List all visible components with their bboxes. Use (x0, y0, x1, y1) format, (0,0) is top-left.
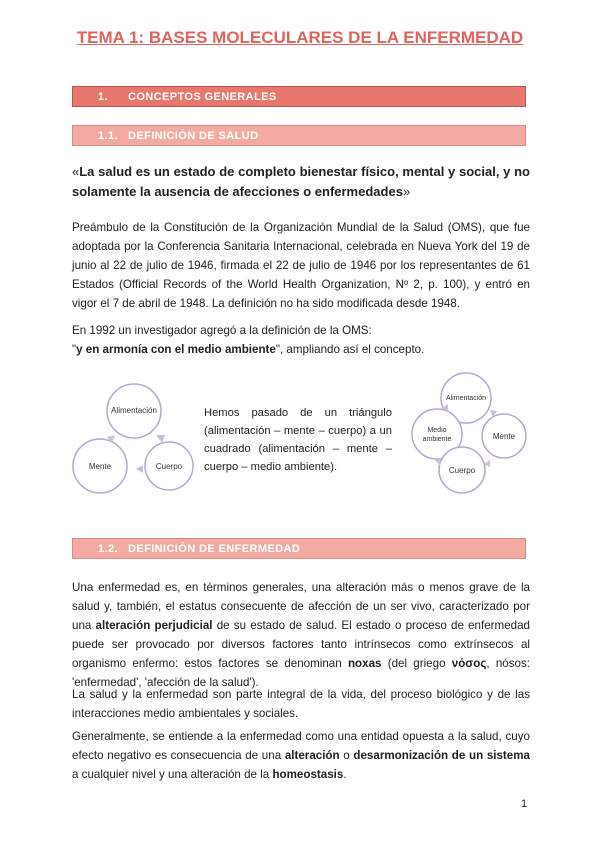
arrow-icon (156, 435, 165, 443)
who-quote (72, 162, 530, 202)
arrow-icon (136, 465, 143, 473)
section-label: DEFINICIÓN DE SALUD (128, 130, 259, 142)
transition-text: Hemos pasado de un triángulo (alimentación – mente – cuerpo) a un cuadrado (alimentación – mente – cuerpo – medio ambiente). (204, 407, 392, 473)
text-run: . (343, 768, 347, 781)
node-label: Mente (492, 432, 516, 441)
paragraph-salud-enfermedad: La salud y la enfermedad son parte integral de la vida, del proceso biológico y de las interacciones medio ambientales y sociales. (72, 688, 530, 720)
paragraph-generalmente (72, 727, 530, 784)
square-diagram (398, 370, 528, 496)
node-label: Alimentación (111, 406, 157, 415)
node-label: Alimentación (445, 395, 487, 402)
section-number: 1. (98, 91, 108, 103)
section-number: 1.1. (98, 130, 118, 142)
text-run: a cualquier nivel y una alteración de la (72, 768, 273, 781)
paragraph-enfermedad (72, 578, 530, 692)
node-label: ambiente (422, 436, 452, 443)
quote-open: « (72, 164, 80, 179)
paragraph-1992-rest: ", ampliando así el concepto. (275, 343, 425, 356)
section-number: 1.2. (98, 543, 118, 555)
paragraph-1992-line1: En 1992 un investigador agregó a la definición de la OMS: (72, 324, 372, 337)
page-number: 1 (521, 798, 528, 810)
quote-mark: " (72, 343, 77, 356)
paragraph-1992-line2 (72, 340, 530, 359)
section-heading-1-2 (72, 538, 526, 559)
bold-phrase: homeostasis (272, 768, 344, 781)
greek-word: νόσος (451, 657, 487, 670)
section-heading-1-1 (72, 125, 526, 146)
triangle-diagram (70, 383, 194, 495)
text-run: de su estado de salud. El estado o proceso de enfermedad puede ser provocado por diversos factores tanto intrínsecos como extrínsecos al organismo enfermo: estos factores se denominan (72, 619, 530, 670)
node-label: Mente (88, 462, 112, 471)
node-label: Cuerpo (155, 462, 183, 471)
bold-phrase: alteración perjudicial (95, 619, 213, 632)
bold-phrase: alteración (284, 749, 340, 762)
text-run: Generalmente, se entiende a la enfermedad como una entidad opuesta a la salud, cuyo efecto negativo es consecuencia de una (72, 730, 530, 762)
text-run: (del griego (381, 657, 452, 670)
paragraph-1992 (72, 321, 530, 359)
bold-phrase: desarmonización de un sistema (353, 749, 531, 762)
text-run: o (339, 749, 354, 762)
bold-phrase: y en armonía con el medio ambiente (76, 343, 276, 356)
bold-phrase: noxas (347, 657, 382, 670)
section-label: DEFINICIÓN DE ENFERMEDAD (128, 543, 301, 555)
node-label: Medio (427, 427, 447, 434)
quote-close: » (402, 184, 411, 199)
section-heading-1 (72, 86, 526, 107)
page-title: TEMA 1: BASES MOLECULARES DE LA ENFERMEDAD (76, 28, 524, 47)
section-label: CONCEPTOS GENERALES (128, 91, 277, 103)
text-run: , nósos: 'enfermedad', 'afección de la salud'). (72, 657, 530, 689)
text-run: Una enfermedad es, en términos generales, una alteración más o menos grave de la salud y, también, el estatus consecuente de afección de un ser vivo, caracterizado por una (72, 581, 530, 632)
quote-text: La salud es un estado de completo bienestar físico, mental y social, y no solamente la ausencia de afecciones o enfermedades (72, 164, 530, 199)
node-label: Cuerpo (448, 466, 476, 475)
paragraph-preamble: Preámbulo de la Constitución de la Organización Mundial de la Salud (OMS), que fue adoptada por la Conferencia Sanitaria Internacional, celebrada en Nueva York del 19 de junio al 22 de julio de 1946, firmada el 22 de julio de 1946 por los representantes de 61 Estados (Official Records of the World Health Organization, Nº 2, p. 100), y entró en vigor el 7 de abril de 1948. La definición no ha sido modificada desde 1948. (72, 221, 530, 310)
